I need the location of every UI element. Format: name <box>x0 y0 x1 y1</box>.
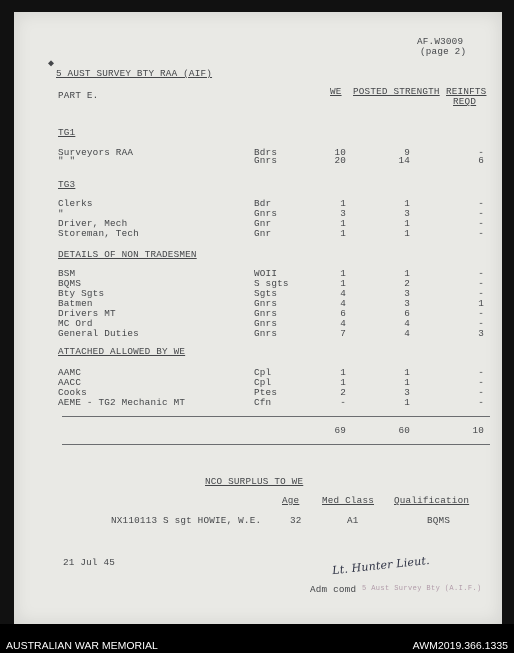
row-rank: Sgts <box>254 288 278 299</box>
row-posted: 3 <box>404 387 410 398</box>
row-reinfts: - <box>478 367 484 378</box>
row-trade: AAMC <box>58 367 82 378</box>
row-we: 1 <box>340 278 346 289</box>
nco-age: 32 <box>290 515 302 526</box>
row-we: - <box>340 397 346 408</box>
row-rank: Gnr <box>254 218 272 229</box>
nco-entry: NX110113 S sgt HOWIE, W.E. <box>111 515 262 526</box>
archive-reference: AWM2019.366.1335 <box>412 640 508 652</box>
nco-med: A1 <box>347 515 359 526</box>
punch-mark-icon: ◆ <box>48 59 55 70</box>
col-header-we: WE <box>330 86 342 97</box>
row-trade: Clerks <box>58 198 93 209</box>
archive-name: AUSTRALIAN WAR MEMORIAL <box>6 640 158 652</box>
row-reinfts: - <box>478 268 484 279</box>
row-reinfts: - <box>478 288 484 299</box>
nco-col-age: Age <box>282 495 300 506</box>
row-trade: Batmen <box>58 298 93 309</box>
row-rank: Ptes <box>254 387 278 398</box>
row-trade: Bty Sgts <box>58 288 105 299</box>
row-posted: 1 <box>404 228 410 239</box>
row-rank: Gnr <box>254 228 272 239</box>
row-reinfts: - <box>478 198 484 209</box>
section-title: ATTACHED ALLOWED BY WE <box>58 346 186 357</box>
row-we: 10 <box>334 147 346 158</box>
row-reinfts: 1 <box>478 298 484 309</box>
row-trade: AEME - TG2 Mechanic MT <box>58 397 186 408</box>
col-header-posted: POSTED STRENGTH <box>353 86 440 97</box>
nco-col-qual: Qualification <box>394 495 470 506</box>
row-reinfts: 3 <box>478 328 484 339</box>
row-trade: Cooks <box>58 387 87 398</box>
adm-comd-label: Adm comd <box>310 584 357 595</box>
row-we: 1 <box>340 228 346 239</box>
row-we: 1 <box>340 218 346 229</box>
total-we: 69 <box>334 425 346 436</box>
row-rank: Gnrs <box>254 308 278 319</box>
handwritten-signature: Lt. Hunter Lieut. <box>331 553 431 578</box>
row-posted: 1 <box>404 397 410 408</box>
row-trade: Driver, Mech <box>58 218 128 229</box>
row-trade: AACC <box>58 377 82 388</box>
row-rank: Gnrs <box>254 155 278 166</box>
row-reinfts: 6 <box>478 155 484 166</box>
row-reinfts: - <box>478 397 484 408</box>
row-trade: MC Ord <box>58 318 93 329</box>
row-rank: Gnrs <box>254 328 278 339</box>
row-reinfts: - <box>478 147 484 158</box>
nco-col-med: Med Class <box>322 495 375 506</box>
row-trade: " " <box>58 155 76 166</box>
row-posted: 4 <box>404 318 410 329</box>
row-posted: 3 <box>404 208 410 219</box>
row-reinfts: - <box>478 278 484 289</box>
col-header-reqd: REQD <box>453 96 477 107</box>
row-posted: 9 <box>404 147 410 158</box>
row-rank: Cpl <box>254 367 272 378</box>
row-trade: BQMS <box>58 278 82 289</box>
row-rank: Bdrs <box>254 147 278 158</box>
row-we: 4 <box>340 318 346 329</box>
row-we: 4 <box>340 288 346 299</box>
row-rank: Cpl <box>254 377 272 388</box>
row-reinfts: - <box>478 387 484 398</box>
total-rule-top <box>62 416 490 417</box>
col-header-reinfts: REINFTS <box>446 86 487 97</box>
row-trade: Storeman, Tech <box>58 228 139 239</box>
row-we: 1 <box>340 268 346 279</box>
row-we: 6 <box>340 308 346 319</box>
row-we: 2 <box>340 387 346 398</box>
row-trade: General Duties <box>58 328 139 339</box>
unit-title: 5 AUST SURVEY BTY RAA (AIF) <box>56 68 213 79</box>
row-we: 20 <box>334 155 346 166</box>
row-rank: Gnrs <box>254 298 278 309</box>
row-trade: Surveyors RAA <box>58 147 134 158</box>
row-reinfts: - <box>478 377 484 388</box>
total-rule-bottom <box>62 444 490 445</box>
row-reinfts: - <box>478 308 484 319</box>
row-posted: 1 <box>404 268 410 279</box>
section-title: DETAILS OF NON TRADESMEN <box>58 249 197 260</box>
row-posted: 1 <box>404 367 410 378</box>
document-page <box>14 12 502 624</box>
row-rank: Bdr <box>254 198 272 209</box>
row-posted: 2 <box>404 278 410 289</box>
row-we: 1 <box>340 198 346 209</box>
unit-stamp: 5 Aust Survey Bty (A.I.F.) <box>362 585 482 593</box>
row-reinfts: - <box>478 208 484 219</box>
part-label: PART E. <box>58 90 99 101</box>
row-posted: 3 <box>404 298 410 309</box>
row-posted: 3 <box>404 288 410 299</box>
form-number: AF.W3009 <box>417 36 464 47</box>
row-trade: " <box>58 208 64 219</box>
document-date: 21 Jul 45 <box>63 557 116 568</box>
row-posted: 14 <box>398 155 410 166</box>
row-trade: Drivers MT <box>58 308 116 319</box>
archive-footer <box>0 624 514 653</box>
row-we: 1 <box>340 367 346 378</box>
row-posted: 1 <box>404 198 410 209</box>
row-trade: BSM <box>58 268 76 279</box>
row-reinfts: - <box>478 218 484 229</box>
section-title: TG3 <box>58 179 76 190</box>
row-rank: S sgts <box>254 278 289 289</box>
nco-qual: BQMS <box>427 515 451 526</box>
row-rank: Cfn <box>254 397 272 408</box>
total-posted: 60 <box>398 425 410 436</box>
row-rank: WOII <box>254 268 278 279</box>
row-we: 7 <box>340 328 346 339</box>
row-we: 3 <box>340 208 346 219</box>
section-title: TG1 <box>58 127 76 138</box>
row-posted: 4 <box>404 328 410 339</box>
row-posted: 6 <box>404 308 410 319</box>
page-number: (page 2) <box>420 46 467 57</box>
row-we: 1 <box>340 377 346 388</box>
row-posted: 1 <box>404 218 410 229</box>
row-rank: Gnrs <box>254 318 278 329</box>
nco-title: NCO SURPLUS TO WE <box>205 476 304 487</box>
row-rank: Gnrs <box>254 208 278 219</box>
row-we: 4 <box>340 298 346 309</box>
total-reinfts: 10 <box>472 425 484 436</box>
row-reinfts: - <box>478 228 484 239</box>
row-reinfts: - <box>478 318 484 329</box>
row-posted: 1 <box>404 377 410 388</box>
